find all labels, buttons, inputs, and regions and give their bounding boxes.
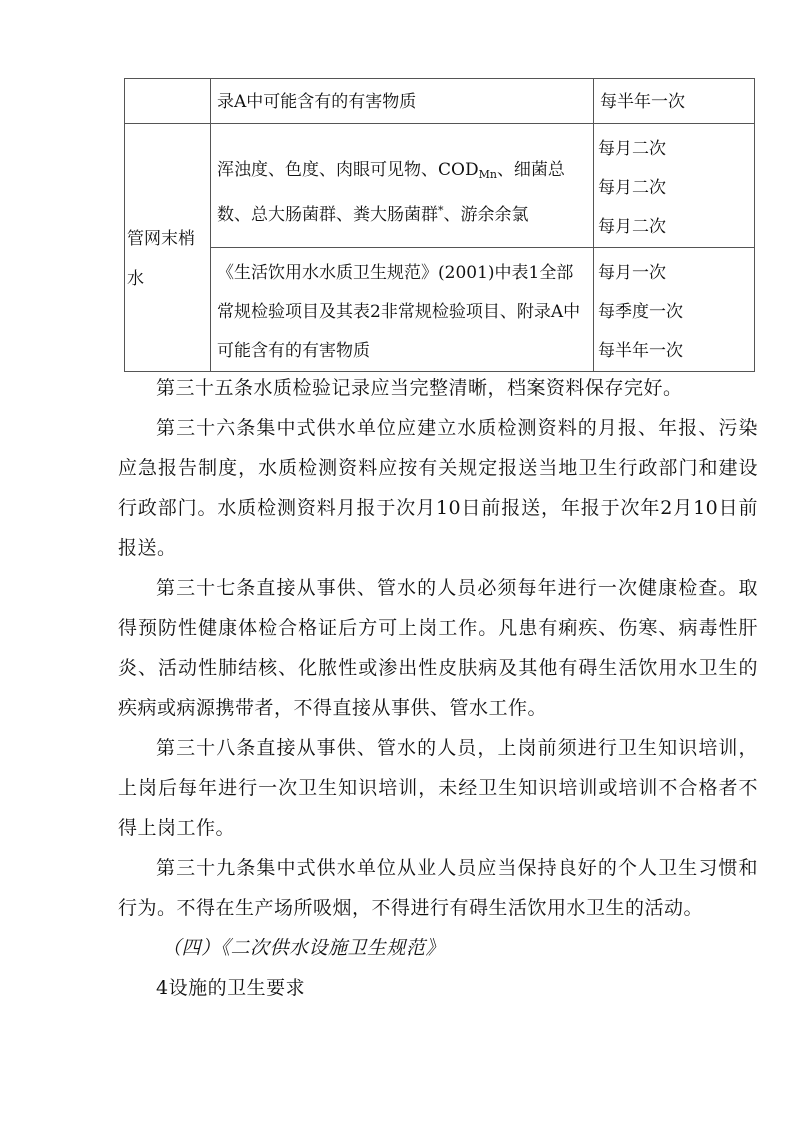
article-body xyxy=(118,368,758,1008)
location-cell xyxy=(125,124,211,372)
location-cell-empty xyxy=(125,79,211,124)
frequency-text: 每月二次 xyxy=(598,178,666,198)
subsection-heading: 4设施的卫生要求 xyxy=(156,977,306,999)
article-39: 第三十九条集中式供水单位从业人员应当保持良好的个人卫生习惯和行为。不得在生产场所吸烟，不得进行有碍生活饮用水卫生的活动。 xyxy=(118,857,758,919)
table-row xyxy=(125,124,755,248)
location-text: 管网末梢水 xyxy=(127,229,195,289)
frequency-list xyxy=(594,124,754,247)
inspection-item-cell xyxy=(211,124,594,248)
article-37: 第三十七条直接从事供、管水的人员必须每年进行一次健康检查。取得预防性健康体检合格证后方可上岗工作。凡患有痢疾、伤寒、病毒性肝炎、活动性肺结核、化脓性或渗出性皮肤病及其他有碍生活饮用水卫生的疾病或病源携带者，不得直接从事供、管水工作。 xyxy=(118,577,758,719)
inspection-item-cell xyxy=(211,248,594,372)
frequency-text: 每月一次 xyxy=(598,263,666,283)
frequency-text: 每半年一次 xyxy=(598,341,683,361)
table-row xyxy=(125,248,755,372)
article-38: 第三十八条直接从事供、管水的人员，上岗前须进行卫生知识培训，上岗后每年进行一次卫生知识培训，未经卫生知识培训或培训不合格者不得上岗工作。 xyxy=(118,737,758,839)
inspection-item-text: 浑浊度、色度、肉眼可见物、$COD_{Mn}$、细菌总数、总大肠菌群、粪大肠菌群*、游余余氯 xyxy=(217,160,565,225)
frequency-list xyxy=(594,248,754,371)
inspection-item-text: 《生活饮用水水质卫生规范》(2001)中表1全部常规检验项目及其表2非常规检验项目、附录A中可能含有的有害物质 xyxy=(217,263,581,361)
frequency-cell xyxy=(594,79,755,124)
frequency-text: 每半年一次 xyxy=(600,92,685,112)
inspection-item-cell xyxy=(211,79,594,124)
section-heading: （四）《二次供水设施卫生规范》 xyxy=(162,937,446,959)
frequency-text: 每季度一次 xyxy=(598,302,683,322)
article-35: 第三十五条水质检验记录应当完整清晰，档案资料保存完好。 xyxy=(156,377,683,399)
frequency-cell xyxy=(594,248,755,372)
frequency-text: 每月二次 xyxy=(598,139,666,159)
article-36: 第三十六条集中式供水单位应建立水质检测资料的月报、年报、污染应急报告制度，水质检测资料应按有关规定报送当地卫生行政部门和建设行政部门。水质检测资料月报于次月10日前报送，年报于次年2月10日前报送。 xyxy=(118,417,758,559)
inspection-item-text: 录A中可能含有的有害物质 xyxy=(217,92,417,112)
frequency-text: 每月二次 xyxy=(598,217,666,237)
water-quality-inspection-table xyxy=(124,78,755,372)
table-row xyxy=(125,79,755,124)
frequency-cell xyxy=(594,124,755,248)
